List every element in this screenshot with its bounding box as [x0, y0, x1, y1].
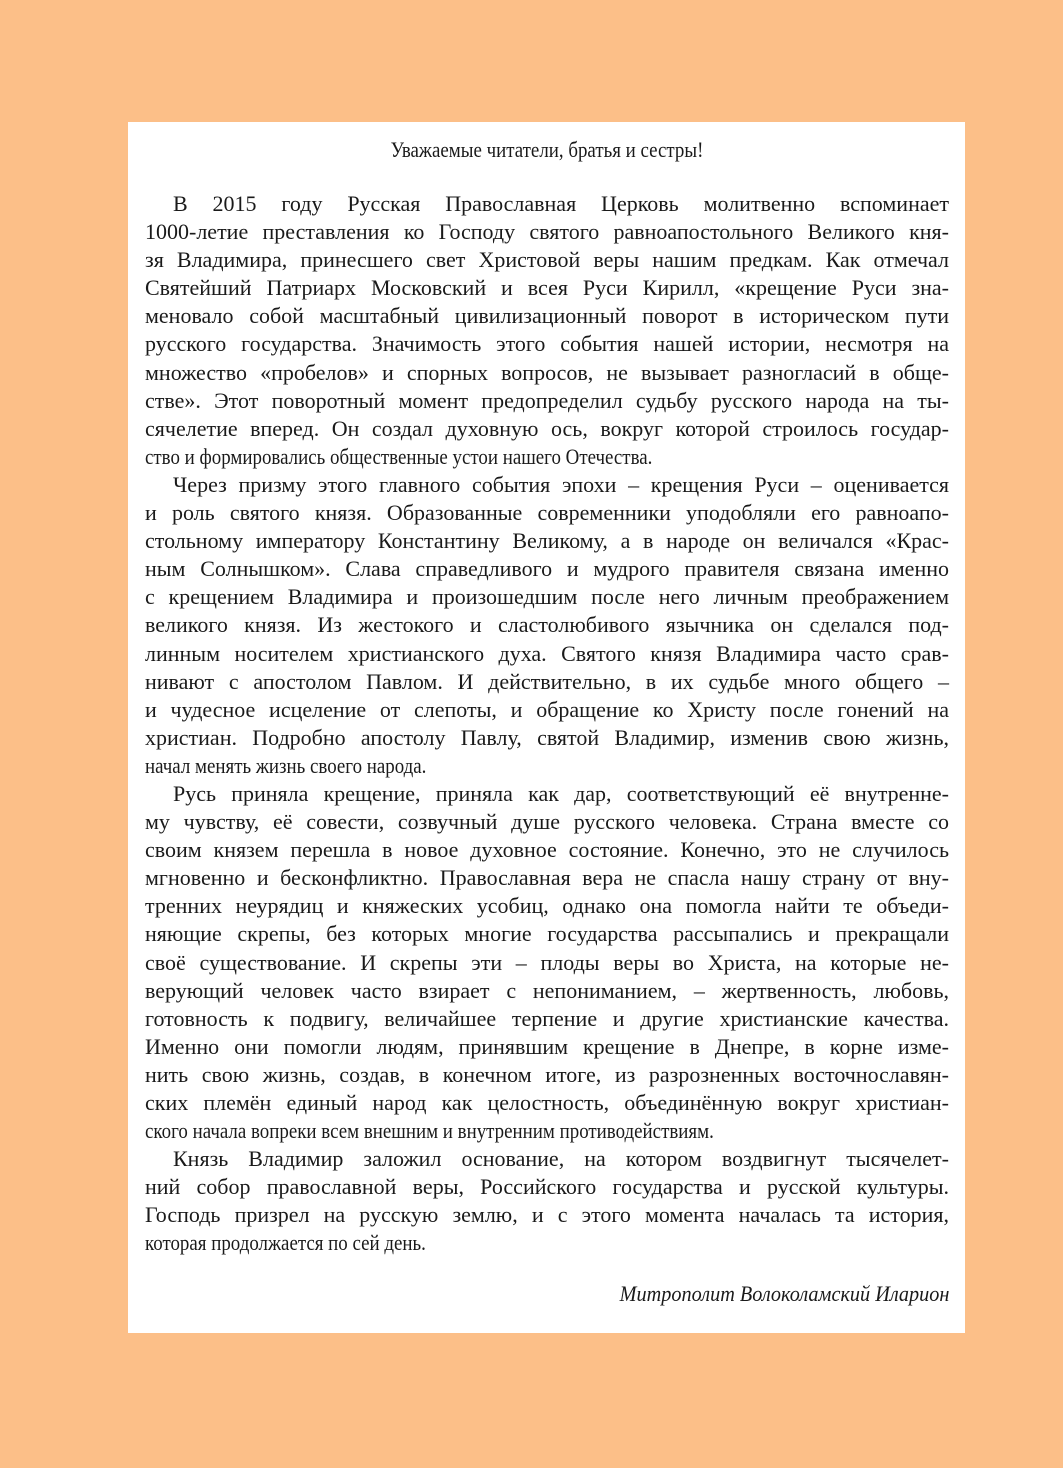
text-line [145, 415, 949, 443]
text-line [145, 1201, 949, 1229]
text-line [145, 190, 949, 218]
text-line [145, 527, 949, 555]
greeting-heading: Уважаемые читатели, братья и сестры! [390, 137, 704, 162]
text-line-content: христиан. Подробно апостолу Павлу, святой Владимир, изменив свою жизнь, [145, 724, 949, 750]
text-line-content: ний собор православной веры, Российского государства и русской культуры. [145, 1174, 949, 1200]
text-line-content: великого князя. Из жестокого и сластолюбивого язычника он сделался под- [145, 612, 949, 638]
text-line [145, 246, 949, 274]
text-line-content: своё существование. И скрепы эти – плоды веры во Христа, на которые не- [145, 949, 949, 975]
paragraph [145, 471, 949, 780]
text-line-content: линным носителем христианского духа. Святого князя Владимира часто срав- [145, 640, 949, 666]
text-line-content: Святейший Патриарх Московский и всея Руси Кирилл, «крещение Руси зна- [145, 275, 949, 301]
letter-body [145, 190, 949, 1258]
text-line-content: Именно они помогли людям, принявшим крещение в Днепре, в корне изме- [145, 1033, 949, 1059]
text-line-content: и роль святого князя. Образованные современники уподобляли его равноапо- [145, 500, 949, 526]
text-line-content: му чувству, её совести, созвучный душе русского человека. Страна вместе со [145, 809, 949, 835]
text-line [145, 218, 949, 246]
text-line-content: своим князем перешла в новое духовное состояние. Конечно, это не случилось [145, 837, 949, 863]
text-line-content: верующий человек часто взирает с непониманием, – жертвенность, любовь, [145, 977, 949, 1003]
text-line [145, 302, 949, 330]
text-line [145, 1145, 949, 1173]
text-line-content: стольному императору Константину Великому, а в народе он величался «Крас- [145, 528, 949, 554]
text-line [145, 387, 949, 415]
text-line [145, 1117, 949, 1145]
text-line [145, 808, 949, 836]
text-line [145, 1005, 949, 1033]
text-line-content: русского государства. Значимость этого события нашей истории, несмотря на [145, 331, 949, 357]
text-line [145, 892, 949, 920]
text-line-content: ских племён единый народ как целостность, объединённую вокруг христиан- [145, 1090, 949, 1115]
text-line-content: няющие скрепы, без которых многие государства рассыпались и прекращали [145, 921, 949, 947]
text-line-content: Через призму этого главного события эпохи – крещения Руси – оценивается [173, 471, 949, 497]
paragraph [145, 1145, 949, 1257]
text-line-content: множество «пробелов» и спорных вопросов, не вызывает разногласий в обще- [145, 359, 949, 385]
text-line-content: которая продолжается по сей день. [145, 1230, 426, 1256]
text-line [145, 1229, 949, 1257]
text-line-content: Господь призрел на русскую землю, и с этого момента началась та история, [145, 1202, 949, 1228]
text-line [145, 640, 949, 668]
text-line-content: нивают с апостолом Павлом. И действительно, в их судьбе много общего – [145, 668, 949, 694]
text-line-content: ным Солнышком». Слава справедливого и мудрого правителя связана именно [145, 556, 949, 582]
text-line [145, 1173, 949, 1201]
text-line [145, 1033, 949, 1061]
text-line-content: сячелетие вперед. Он создал духовную ось, вокруг которой строилось государ- [145, 415, 949, 441]
page-card [128, 122, 965, 1333]
text-line-content: начал менять жизнь своего народа. [145, 752, 427, 778]
text-line-content: 1000-летие преставления ко Господу святого равноапостольного Великого кня- [145, 219, 949, 245]
text-line-content: Князь Владимир заложил основание, на котором воздвигнут тысячелет- [173, 1146, 949, 1172]
text-line-content: готовность к подвигу, величайшее терпение и другие христианские качества. [145, 1005, 949, 1031]
text-line-content: мгновенно и бесконфликтно. Православная вера не спасла нашу страну от вну- [145, 865, 949, 891]
text-line-content: стве». Этот поворотный момент предопределил судьбу русского народа на ты- [145, 387, 949, 413]
text-line-content: В 2015 году Русская Православная Церковь молитвенно вспоминает [173, 191, 949, 216]
text-line [145, 949, 949, 977]
text-line [145, 752, 949, 780]
letter-content [145, 136, 949, 1258]
text-line-content: ство и формировались общественные устои нашего Отечества. [145, 443, 653, 469]
signature: Митрополит Волоколамский Иларион [619, 1281, 949, 1306]
text-line [145, 1061, 949, 1089]
text-line [145, 330, 949, 358]
paragraph [145, 780, 949, 1145]
text-line [145, 471, 949, 499]
text-line-content: меновало собой масштабный цивилизационный поворот в историческом пути [145, 303, 949, 329]
text-line [145, 274, 949, 302]
text-line [145, 555, 949, 583]
text-line-content: Русь приняла крещение, приняла как дар, соответствующий её внутренне- [173, 780, 949, 806]
text-line-content: тренних неурядиц и княжеских усобиц, однако она помогла найти те объеди- [145, 893, 949, 919]
text-line-content: зя Владимира, принесшего свет Христовой веры нашим предкам. Как отмечал [145, 247, 949, 273]
text-line [145, 668, 949, 696]
text-line [145, 920, 949, 948]
text-line [145, 977, 949, 1005]
text-line-content: и чудесное исцеление от слепоты, и обращение ко Христу после гонений на [145, 696, 949, 722]
text-line [145, 583, 949, 611]
text-line [145, 611, 949, 639]
text-line [145, 359, 949, 387]
text-line [145, 1089, 949, 1117]
text-line [145, 780, 949, 808]
text-line [145, 864, 949, 892]
text-line-content: с крещением Владимира и произошедшим после него личным преображением [145, 584, 949, 610]
text-line [145, 836, 949, 864]
text-line [145, 696, 949, 724]
text-line [145, 443, 949, 471]
text-line-content: ского начала вопреки всем внешним и внутренним противодействиям. [145, 1118, 714, 1144]
text-line [145, 724, 949, 752]
text-line-content: нить свою жизнь, создав, в конечном итоге, из разрозненных восточнославян- [145, 1061, 949, 1087]
text-line [145, 499, 949, 527]
paragraph [145, 190, 949, 471]
